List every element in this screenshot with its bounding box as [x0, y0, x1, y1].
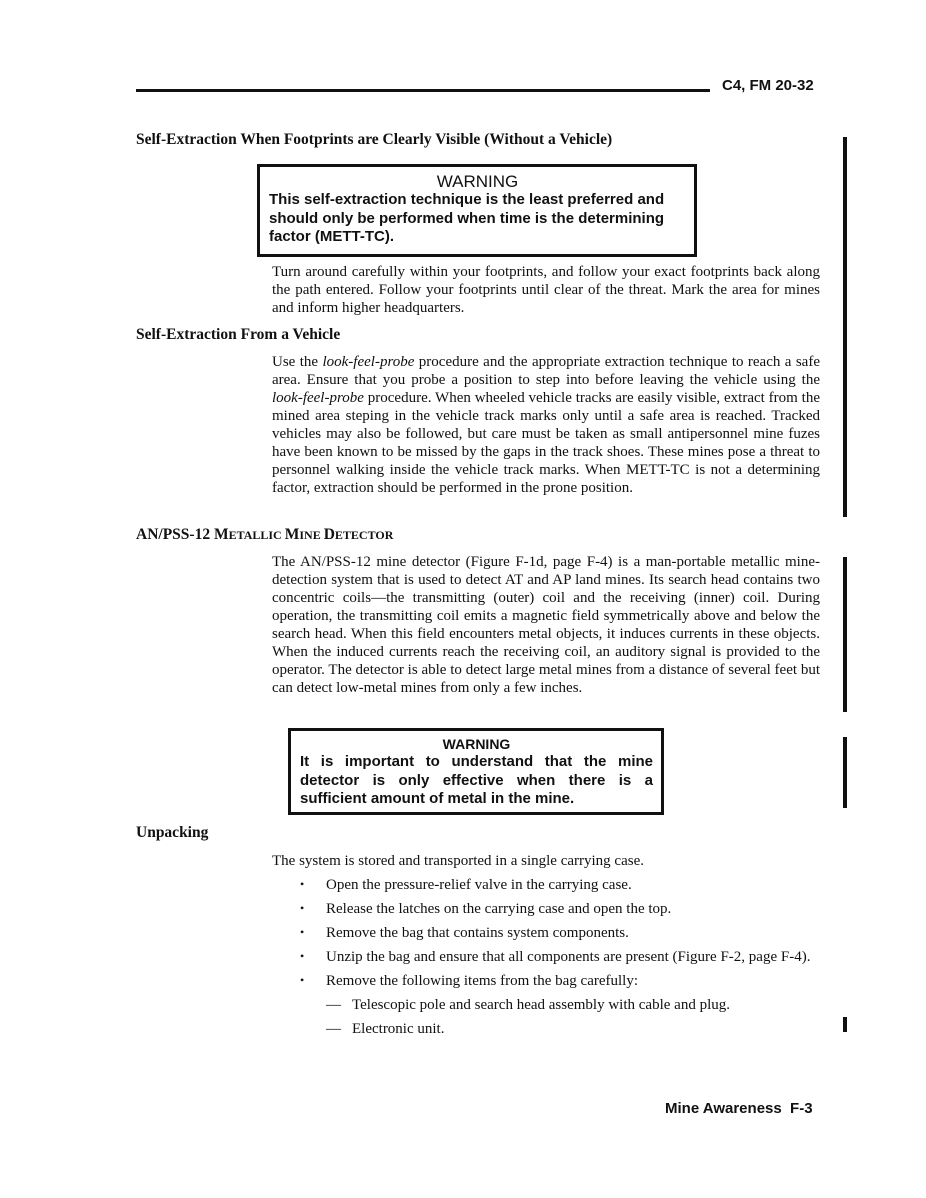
warning-title: WARNING	[442, 736, 511, 752]
paragraph-detector: The AN/PSS-12 mine detector (Figure F-1d, page F-4) is a man-portable metallic mine-detection system that is used to detect AT and AP land mines. Its search head contains two concentric coils—the transmitting (outer) coil and the receiving (inner) coil. During operation, the transmitting coil emits a magnetic field symmetrically above and below the search head. When this field encounters metal objects, it induces currents in these objects. When the induced currents reach the receiving coil, an auditory signal is provided to the operator. The detector is able to detect large metal mines from a distance of several feet but can detect low-metal mines from only a few inches.	[272, 554, 820, 696]
change-bar	[843, 137, 847, 517]
list-item: • Release the latches on the carrying case and open the top.	[300, 901, 672, 917]
list-item: • Remove the bag that contains system components.	[300, 925, 629, 941]
paragraph-unpacking-intro: The system is stored and transported in a single carrying case.	[272, 853, 644, 869]
dash-list	[326, 996, 820, 1038]
paragraph-vehicle: Use the look-feel-probe procedure and the appropriate extraction technique to reach a safe area. Ensure that you probe a position to step into before leaving the vehicle using the look-feel-probe procedure. When wheeled vehicle tracks are easily visible, extract from the mined area steping in the vehicle track marks only until a safe area is reached. Tracked vehicles may also be followed, but care must be taken as small antipersonnel mine fuzes have been known to be missed by the gaps in the track shoes. These mines pose a threat to personnel walking inside the vehicle track marks. When METT-TC is not a determining factor, extraction should be performed in the prone position.	[272, 354, 820, 496]
warning-title: WARNING	[436, 172, 519, 191]
warning-text: This self-extraction technique is the least preferred and should only be performed when time is the determining factor (METT-TC).	[269, 191, 665, 245]
page-footer: Mine Awareness F-3	[665, 1100, 813, 1117]
change-bar	[843, 557, 847, 712]
section-heading-detector: AN/PSS-12 METALLIC MINE DETECTOR	[136, 526, 394, 543]
page-header-code: C4, FM 20-32	[722, 77, 814, 94]
list-item: • Open the pressure-relief valve in the carrying case.	[300, 877, 632, 893]
warning-text: It is important to understand that the mine detector is only effective when there is a sufficient amount of metal in the mine.	[300, 753, 653, 807]
paragraph-footprints: Turn around carefully within your footprints, and follow your exact footprints back along the path entered. Follow your footprints until clear of the threat. Mark the area for mines and inform higher headquarters.	[272, 264, 820, 316]
section-heading-vehicle: Self-Extraction From a Vehicle	[136, 326, 341, 343]
header-rule	[136, 89, 710, 92]
list-item: — Electronic unit.	[326, 1021, 445, 1037]
section-heading-footprints: Self-Extraction When Footprints are Clearly Visible (Without a Vehicle)	[136, 131, 613, 148]
warning-box	[257, 164, 697, 257]
change-bar	[843, 737, 847, 808]
list-item: — Telescopic pole and search head assembly with cable and plug.	[326, 997, 730, 1013]
list-item: • Unzip the bag and ensure that all components are present (Figure F-2, page F-4).	[300, 949, 811, 965]
bullet-list	[272, 876, 820, 1044]
list-item: • Remove the following items from the bag carefully: — Telescopic pole and search head assembly with cable and plug. — Electronic unit.	[272, 972, 820, 1038]
section-heading-unpacking: Unpacking	[136, 824, 209, 841]
change-bar	[843, 1017, 847, 1032]
warning-box	[288, 728, 664, 815]
